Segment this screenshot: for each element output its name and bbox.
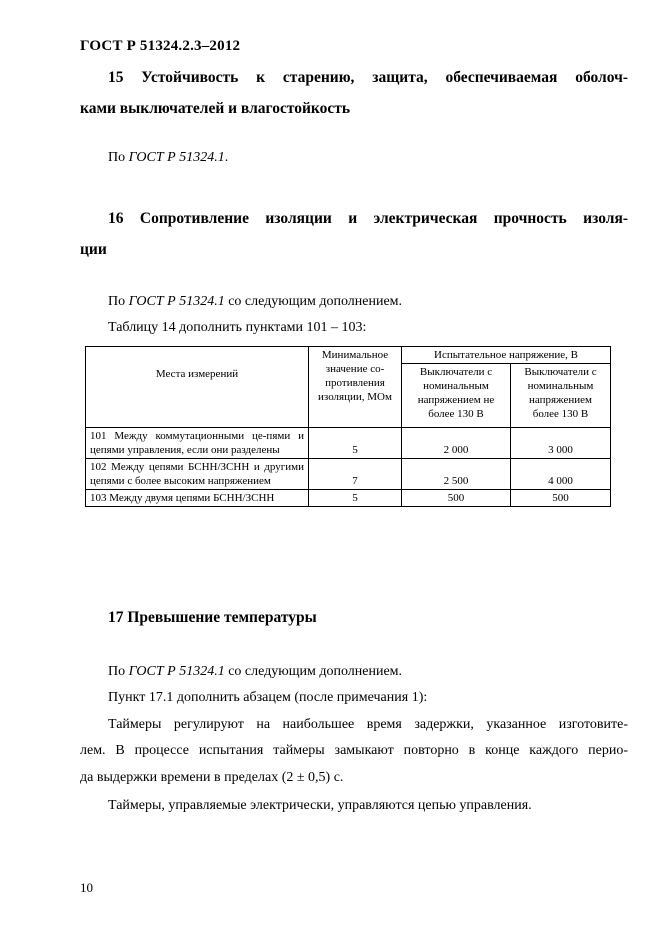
page-number: 10: [80, 880, 93, 895]
section-17-paragraph-1: Пункт 17.1 дополнить абзацем (после примечания 1):: [108, 690, 428, 705]
insulation-resistance-table: [85, 346, 611, 507]
ref-suffix: со следующим дополнением.: [224, 664, 403, 679]
header-switch-over-130v: Выключатели с номинальным напряжением более 130 В: [511, 364, 611, 428]
table-row: [86, 428, 611, 459]
row-min: 5: [309, 490, 402, 507]
section-16-reference: [108, 290, 402, 314]
ref-prefix: По: [108, 664, 129, 679]
section-15-heading-line1: 15 Устойчивость к старению, защита, обеспечиваемая оболоч-: [108, 69, 628, 86]
row-v2: 4 000: [511, 459, 611, 490]
ref-standard: ГОСТ Р 51324.1: [128, 664, 225, 679]
section-17-reference: [108, 660, 402, 684]
row-v1: 2 500: [402, 459, 511, 490]
section-16-heading-line2: ции: [80, 241, 107, 258]
section-17-paragraph-2-line2: лем. В процессе испытания таймеры замыкают повторно в конце каждого перио-: [80, 743, 628, 758]
section-15-heading-line2: ками выключателей и влагостойкость: [80, 100, 351, 117]
table-intro: Таблицу 14 дополнить пунктами 101 – 103:: [108, 320, 367, 335]
header-test-voltage: Испытательное напряжение, В: [402, 347, 611, 364]
row-v2: 3 000: [511, 428, 611, 459]
section-17-paragraph-3: Таймеры, управляемые электрически, управляются цепью управления.: [108, 798, 532, 813]
table-row: [86, 490, 611, 507]
row-v1: 500: [402, 490, 511, 507]
row-v2: 500: [511, 490, 611, 507]
document-code: ГОСТ Р 51324.2.3–2012: [80, 38, 241, 54]
row-place: 103 Между двумя цепями БСНН/ЗСНН: [86, 490, 309, 507]
ref-prefix: По: [108, 150, 129, 165]
section-16-heading-line1: 16 Сопротивление изоляции и электрическая прочность изоля-: [108, 210, 628, 227]
ref-prefix: По: [108, 294, 129, 309]
row-place: 101 Между коммутационными це-пями и цепями управления, если они разделены: [86, 428, 309, 459]
section-17-heading: 17 Превышение температуры: [108, 609, 317, 626]
header-switch-up-to-130v: Выключатели с номинальным напряжением не более 130 В: [402, 364, 511, 428]
section-17-paragraph-2-line3: да выдержки времени в пределах (2 ± 0,5) с.: [80, 770, 344, 785]
row-min: 7: [309, 459, 402, 490]
ref-standard: ГОСТ Р 51324.1: [128, 294, 225, 309]
ref-suffix: со следующим дополнением.: [224, 294, 403, 309]
header-measurement-places: Места измерений: [86, 347, 309, 428]
section-15-reference: [108, 146, 228, 170]
row-min: 5: [309, 428, 402, 459]
row-place: 102 Между цепями БСНН/ЗСНН и другими цепями с более высоким напряжением: [86, 459, 309, 490]
ref-suffix: .: [224, 150, 229, 165]
section-17-paragraph-2-line1: Таймеры регулируют на наибольшее время задержки, указанное изготовите-: [108, 717, 628, 732]
table-row: [86, 459, 611, 490]
row-v1: 2 000: [402, 428, 511, 459]
ref-standard: ГОСТ Р 51324.1: [128, 150, 225, 165]
header-min-resistance: Минимальное значение со-противления изоляции, МОм: [309, 347, 402, 428]
